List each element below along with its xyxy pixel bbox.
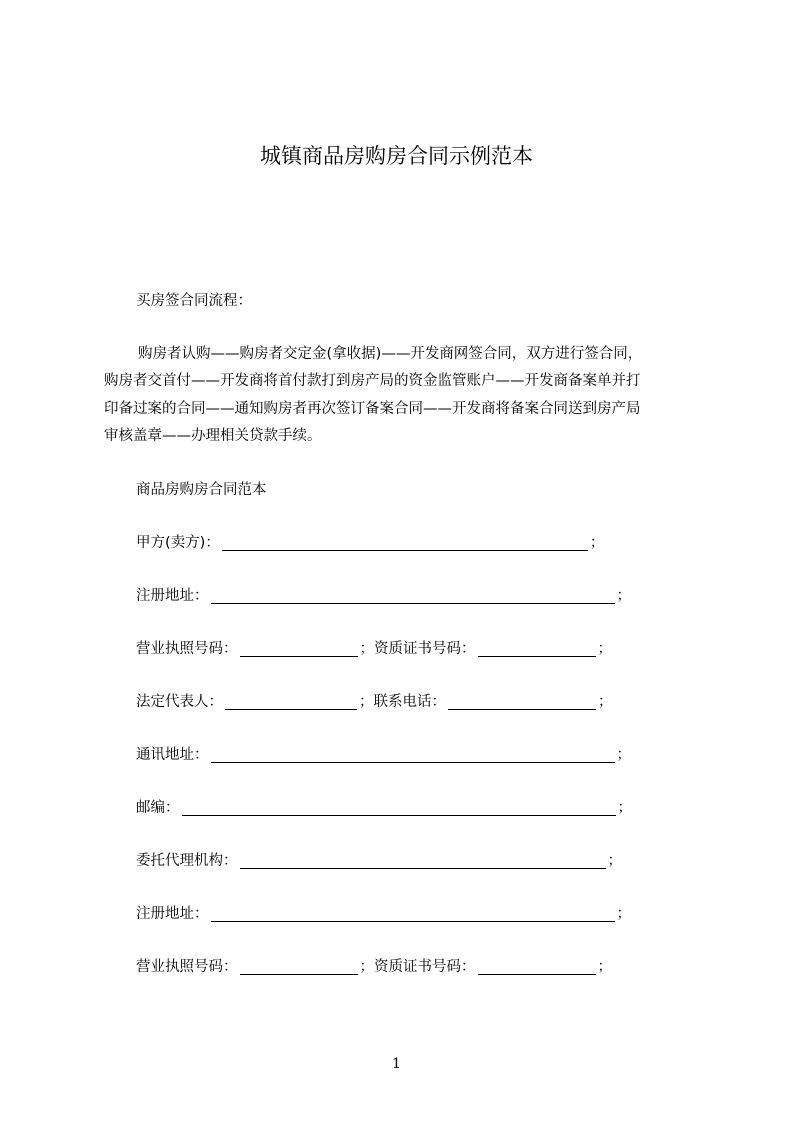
process-line: 审核盖章——办理相关贷款手续。 bbox=[104, 428, 322, 444]
postcode-field bbox=[136, 798, 632, 818]
mail-address-blank[interactable] bbox=[211, 748, 615, 763]
phone-blank[interactable] bbox=[448, 695, 596, 710]
field-end: ； bbox=[616, 906, 631, 922]
postcode-blank[interactable] bbox=[182, 801, 616, 816]
qualification-label: ；资质证书号码： bbox=[359, 959, 476, 975]
field-end: ； bbox=[598, 694, 613, 710]
reg-address-blank[interactable] bbox=[211, 907, 615, 922]
reg-address-label: 注册地址： bbox=[136, 906, 209, 922]
process-line: 购房者交首付——开发商将首付款打到房产局的资金监管账户——开发商备案单并打 bbox=[104, 373, 641, 389]
seller-label: 甲方(卖方)： bbox=[136, 535, 220, 551]
field-end: ； bbox=[597, 641, 612, 657]
qualification-label: ；资质证书号码： bbox=[359, 641, 476, 657]
license-blank[interactable] bbox=[240, 642, 358, 657]
process-heading: 买房签合同流程： bbox=[136, 293, 252, 309]
mail-address-label: 通讯地址： bbox=[136, 747, 209, 763]
license-blank[interactable] bbox=[240, 960, 358, 975]
template-heading: 商品房购房合同范本 bbox=[136, 482, 267, 498]
document-title: 城镇商品房购房合同示例范本 bbox=[260, 144, 533, 168]
field-end: ； bbox=[597, 959, 612, 975]
field-end: ； bbox=[607, 853, 622, 869]
qualification-blank[interactable] bbox=[478, 642, 596, 657]
license-field bbox=[136, 957, 612, 977]
process-line: 购房者认购——购房者交定金(拿收据)——开发商网签合同，双方进行签合同， bbox=[138, 346, 643, 362]
field-end: ； bbox=[589, 535, 605, 551]
seller-blank[interactable] bbox=[222, 536, 588, 551]
phone-label: ；联系电话： bbox=[359, 694, 446, 710]
field-end: ； bbox=[617, 800, 632, 816]
postcode-label: 邮编： bbox=[136, 800, 180, 816]
reg-address-field bbox=[136, 586, 631, 606]
field-end: ； bbox=[616, 747, 631, 763]
legal-rep-label: 法定代表人： bbox=[136, 694, 223, 710]
agent-blank[interactable] bbox=[240, 854, 606, 869]
reg-address-label: 注册地址： bbox=[136, 588, 209, 604]
license-label: 营业执照号码： bbox=[136, 959, 238, 975]
qualification-blank[interactable] bbox=[478, 960, 596, 975]
license-field bbox=[136, 639, 612, 659]
reg-address-blank[interactable] bbox=[211, 589, 615, 604]
mail-address-field bbox=[136, 745, 631, 765]
seller-field bbox=[136, 533, 604, 553]
legal-rep-blank[interactable] bbox=[225, 695, 357, 710]
agent-label: 委托代理机构： bbox=[136, 853, 238, 869]
field-end: ； bbox=[616, 588, 631, 604]
license-label: 营业执照号码： bbox=[136, 641, 238, 657]
agent-field bbox=[136, 851, 622, 871]
page-number: 1 bbox=[392, 1056, 401, 1072]
legal-rep-field bbox=[136, 692, 613, 712]
process-line: 印备过案的合同——通知购房者再次签订备案合同——开发商将备案合同送到房产局 bbox=[104, 401, 641, 417]
reg-address-field bbox=[136, 904, 631, 924]
